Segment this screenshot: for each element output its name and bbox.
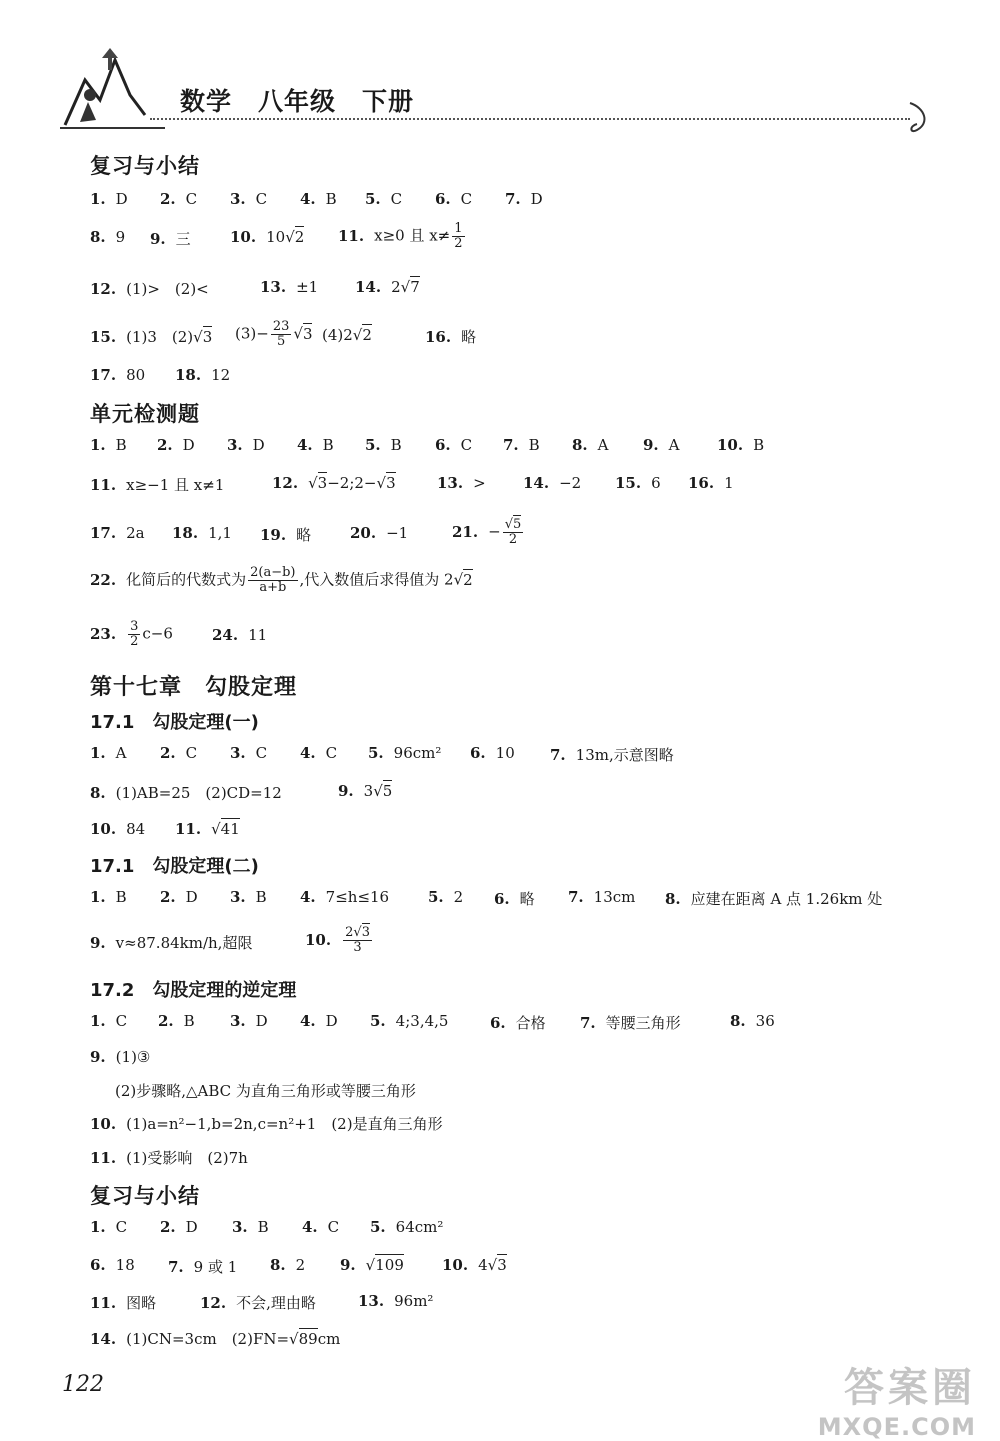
answer: B <box>183 1012 195 1030</box>
answer: cm <box>317 1330 341 1348</box>
answer: 6 <box>651 474 661 492</box>
question-number: 10. <box>305 930 332 949</box>
question-number: 10. <box>230 228 257 246</box>
radicand: 2 <box>294 228 305 246</box>
answer-row <box>90 744 940 774</box>
section-review-2-title: 复习与小结 <box>90 1184 200 1208</box>
question-number: 3. <box>232 1218 248 1236</box>
vine-curl-icon <box>905 98 935 138</box>
question-number: 4. <box>300 888 316 906</box>
answer: D <box>185 888 198 906</box>
answer: 2 <box>295 1256 306 1274</box>
answer: B <box>322 436 334 454</box>
answer: C <box>185 744 198 762</box>
question-number: 13. <box>260 278 287 296</box>
answer: 2 <box>453 888 464 906</box>
answer: C <box>325 744 338 762</box>
fraction: $\frac{1}{2}$ <box>454 221 463 251</box>
question-number: 1. <box>90 888 106 906</box>
answer-row <box>90 518 940 548</box>
question-number: 8. <box>665 890 681 908</box>
question-number: 12. <box>90 280 117 298</box>
answer: A <box>115 744 127 762</box>
answer: D <box>325 1012 338 1030</box>
question-number: 1. <box>90 436 106 454</box>
answer: 略 <box>296 526 312 544</box>
fraction: $\frac{2(a-b)}{a+b}$ <box>250 565 296 595</box>
question-number: 17. <box>90 366 117 384</box>
answer: 三 <box>175 230 191 248</box>
question-number: 4. <box>302 1218 318 1236</box>
question-number: 2. <box>160 744 176 762</box>
question-number: 6. <box>490 1014 506 1032</box>
question-number: 2. <box>160 1218 176 1236</box>
answer: x≥0 且 x≠ <box>374 226 451 245</box>
radicand: 7 <box>410 278 420 296</box>
question-number: 13. <box>358 1292 385 1310</box>
question-number: 7. <box>580 1014 596 1032</box>
answer: ,代入数值后求得值为 2 <box>299 570 454 589</box>
answer: B <box>390 436 402 454</box>
question-number: 11. <box>90 1149 117 1167</box>
answer: (1)> (2)< <box>126 280 209 298</box>
answer: (4)2 <box>322 326 353 344</box>
answer: A <box>668 436 680 454</box>
question-number: 20. <box>350 524 377 542</box>
question-number: 4. <box>300 744 316 762</box>
answer: − <box>488 522 501 541</box>
answer: 2 <box>391 278 401 296</box>
section-17-1-part2-title: 17.1 勾股定理(二) <box>90 856 259 877</box>
question-number: 15. <box>90 328 117 346</box>
answer: 36 <box>755 1012 775 1030</box>
radicand: 3 <box>202 328 213 346</box>
answer: (1)3 (2) <box>126 328 194 346</box>
answer: 84 <box>126 820 146 838</box>
answer: D <box>252 436 265 454</box>
answer: 1 <box>724 474 734 492</box>
question-number: 5. <box>370 1012 386 1030</box>
question-number: 5. <box>365 436 381 454</box>
answer: (1)AB=25 (2)CD=12 <box>115 784 282 802</box>
question-number: 6. <box>494 890 510 908</box>
answer: C <box>115 1012 128 1030</box>
answer: 64cm² <box>395 1218 444 1236</box>
answer: 80 <box>126 366 146 384</box>
answer-row: 11. x≥−1 且 x≠1 12. √3−2;2−√3 13. > 14. −2 15. 6 16. 1 <box>90 474 734 494</box>
question-number: 12. <box>200 1294 227 1312</box>
answer-row <box>115 1080 940 1110</box>
question-number: 24. <box>212 626 239 644</box>
answer: D <box>185 1218 198 1236</box>
question-number: 4. <box>297 436 313 454</box>
question-number: 5. <box>370 1218 386 1236</box>
answer-row: 8. 9 9. 三 10. 10√2 11. x≥0 且 x≠ $\frac{1}{2}$ <box>90 221 463 251</box>
question-number: 9. <box>90 934 106 952</box>
answer: 13cm <box>593 888 636 906</box>
answer: C <box>390 190 403 208</box>
answer: > <box>473 474 486 492</box>
answer: B <box>753 436 765 454</box>
page-title: 数学 八年级 下册 <box>180 87 415 116</box>
radicand: 41 <box>220 820 240 838</box>
fraction: $\frac{√5}{2}$ <box>504 517 522 547</box>
question-number: 8. <box>90 228 106 246</box>
answer: B <box>115 436 127 454</box>
answer: 应建在距离 A 点 1.26km 处 <box>690 890 883 908</box>
answer: 2a <box>126 524 145 542</box>
answer: 13m,示意图略 <box>575 746 674 764</box>
answer: D <box>530 190 543 208</box>
answer-row: 12. (1)> (2)< 13. ±1 14. 2√7 <box>90 278 420 298</box>
question-number: 2. <box>157 436 173 454</box>
question-number: 6. <box>90 1256 106 1274</box>
answer: 96m² <box>394 1292 434 1310</box>
question-number: 6. <box>435 190 451 208</box>
answer-row <box>90 190 940 220</box>
answer: −2 <box>559 474 582 492</box>
watermark <box>818 1356 976 1441</box>
answer-row <box>90 436 940 466</box>
answer-row <box>90 1292 940 1322</box>
question-number: 2. <box>160 888 176 906</box>
question-number: 9. <box>90 1048 106 1066</box>
question-number: 16. <box>688 474 715 492</box>
question-number: 7. <box>168 1258 184 1276</box>
question-number: 8. <box>572 436 588 454</box>
question-number: 7. <box>505 190 521 208</box>
answer-row <box>90 620 940 650</box>
answer: D <box>115 190 128 208</box>
question-number: 9. <box>338 782 354 800</box>
question-number: 3. <box>230 190 246 208</box>
answer: B <box>528 436 540 454</box>
answer: B <box>115 888 127 906</box>
question-number: 16. <box>425 328 452 346</box>
question-number: 11. <box>338 226 365 245</box>
answer: 9 或 1 <box>193 1258 238 1276</box>
question-number: 1. <box>90 1218 106 1236</box>
answer-row: 10. 84 11. √41 <box>90 820 240 838</box>
answer: C <box>115 1218 128 1236</box>
question-number: 10. <box>90 820 117 838</box>
question-number: 14. <box>355 278 382 296</box>
page-number: 122 <box>62 1372 104 1397</box>
fraction: $\frac{2√3}{3}$ <box>345 925 370 955</box>
question-number: 1. <box>90 190 106 208</box>
answer: 11 <box>248 626 268 644</box>
question-number: 2. <box>158 1012 174 1030</box>
question-number: 9. <box>643 436 659 454</box>
question-number: 10. <box>90 1115 117 1133</box>
radicand: 3 <box>317 474 328 492</box>
section-unit-test-title: 单元检测题 <box>90 402 200 426</box>
answer: 不会,理由略 <box>236 1294 316 1312</box>
question-number: 7. <box>568 888 584 906</box>
question-number: 17. <box>90 524 117 542</box>
answer: x≥−1 且 x≠1 <box>126 476 225 494</box>
fraction: $\frac{3}{2}$ <box>130 619 139 649</box>
answer-row <box>90 1012 940 1042</box>
section-review-1-title: 复习与小结 <box>90 154 200 178</box>
answer: 1,1 <box>208 524 232 542</box>
answer-row: 6. 18 7. 9 或 1 8. 2 9. √109 10. 4√3 <box>90 1256 507 1276</box>
radicand: 2 <box>362 326 372 344</box>
answer-row: 15. (1)3 (2)√3 (3)− $\frac{23}{5}$ √3 (4)2√2 16. 略 <box>90 319 477 349</box>
radicand: 89 <box>298 1330 318 1348</box>
question-number: 3. <box>230 1012 246 1030</box>
answer: (2)步骤略,△ABC 为直角三角形或等腰三角形 <box>115 1082 416 1100</box>
answer: (3)− <box>235 324 269 343</box>
answer: −2;2− <box>327 474 377 492</box>
question-number: 7. <box>550 746 566 764</box>
section-17-1-part1-title: 17.1 勾股定理(一) <box>90 712 259 733</box>
answer: 9 <box>115 228 126 246</box>
answer: c−6 <box>142 624 173 643</box>
answer-row: 22. 化简后的代数式为 $\frac{2(a-b)}{a+b}$ ,代入数值后求得值为 2√2 <box>90 565 473 595</box>
answer: −1 <box>386 524 409 542</box>
answer: ±1 <box>296 278 319 296</box>
answer: 图略 <box>126 1294 157 1312</box>
answer-row <box>90 366 940 396</box>
answer: v≈87.84km/h,超限 <box>115 934 253 952</box>
chapter-title: 第十七章 勾股定理 <box>90 675 298 700</box>
question-number: 15. <box>615 474 642 492</box>
answer-row <box>90 1113 940 1143</box>
question-number: 5. <box>428 888 444 906</box>
question-number: 5. <box>368 744 384 762</box>
question-number: 8. <box>270 1256 286 1274</box>
answer: 略 <box>461 328 477 346</box>
question-number: 3. <box>230 744 246 762</box>
question-number: 8. <box>730 1012 746 1030</box>
question-number: 11. <box>175 820 202 838</box>
section-17-2-title: 17.2 勾股定理的逆定理 <box>90 980 297 1001</box>
question-number: 4. <box>300 190 316 208</box>
answer: 合格 <box>515 1014 546 1032</box>
question-number: 10. <box>442 1256 469 1274</box>
question-number: 5. <box>365 190 381 208</box>
answer: 化简后的代数式为 <box>126 570 247 589</box>
answer: B <box>325 190 337 208</box>
answer: 96cm² <box>393 744 442 762</box>
question-number: 9. <box>340 1256 356 1274</box>
question-number: 22. <box>90 570 117 589</box>
answer: 略 <box>519 890 535 908</box>
question-number: 21. <box>452 522 479 541</box>
question-number: 6. <box>435 436 451 454</box>
watermark-url: MXQE.COM <box>817 1413 976 1441</box>
answer-row <box>90 1048 940 1078</box>
answer: C <box>460 190 473 208</box>
answer: (1)a=n²−1,b=2n,c=n²+1 (2)是直角三角形 <box>126 1115 443 1133</box>
page-header <box>60 40 935 140</box>
answer: 4;3,4,5 <box>395 1012 449 1030</box>
question-number: 11. <box>90 476 117 494</box>
question-number: 18. <box>172 524 199 542</box>
answer: 7≤h≤16 <box>325 888 390 906</box>
answer-row <box>90 1218 940 1248</box>
answer: 18 <box>115 1256 135 1274</box>
answer: (1)CN=3cm (2)FN= <box>126 1330 290 1348</box>
watermark-logo-text: 答案圈 <box>844 1365 976 1411</box>
answer: (1)③ <box>115 1048 151 1066</box>
radicand: 3 <box>497 1256 507 1274</box>
question-number: 8. <box>90 784 106 802</box>
answer: 10 <box>495 744 515 762</box>
answer-row <box>90 1147 940 1177</box>
fraction: $\frac{23}{5}$ <box>272 319 290 349</box>
question-number: 19. <box>260 526 287 544</box>
answer-row <box>90 926 940 956</box>
question-number: 12. <box>272 474 299 492</box>
question-number: 6. <box>470 744 486 762</box>
answer: B <box>257 1218 269 1236</box>
question-number: 3. <box>230 888 246 906</box>
question-number: 4. <box>300 1012 316 1030</box>
answer: 等腰三角形 <box>605 1014 681 1032</box>
answer: D <box>182 436 195 454</box>
answer: C <box>460 436 473 454</box>
question-number: 1. <box>90 1012 106 1030</box>
answer: C <box>185 190 198 208</box>
question-number: 10. <box>717 436 744 454</box>
question-number: 2. <box>160 190 176 208</box>
header-divider <box>150 118 910 120</box>
answer: C <box>255 744 268 762</box>
answer: C <box>327 1218 340 1236</box>
question-number: 23. <box>90 624 117 643</box>
radicand: 3 <box>386 474 396 492</box>
radicand: 5 <box>382 782 393 800</box>
answer: 3 <box>363 782 374 800</box>
question-number: 7. <box>503 436 519 454</box>
answer: (1)受影响 (2)7h <box>126 1149 248 1167</box>
question-number: 11. <box>90 1294 117 1312</box>
question-number: 14. <box>523 474 550 492</box>
question-number: 9. <box>150 230 166 248</box>
question-number: 13. <box>437 474 464 492</box>
answer-row: 8. (1)AB=25 (2)CD=12 9. 3√5 <box>90 782 393 802</box>
mountain-climber-logo-icon <box>60 40 170 135</box>
radicand: 109 <box>375 1256 404 1274</box>
answer: B <box>255 888 267 906</box>
question-number: 1. <box>90 744 106 762</box>
answer: D <box>255 1012 268 1030</box>
question-number: 3. <box>227 436 243 454</box>
answer: C <box>255 190 268 208</box>
radicand: 2 <box>463 570 473 589</box>
question-number: 18. <box>175 366 202 384</box>
question-number: 14. <box>90 1330 117 1348</box>
answer-row: 14. (1)CN=3cm (2)FN=√89cm <box>90 1330 341 1348</box>
radicand: 3 <box>302 324 313 343</box>
answer: 10 <box>266 228 286 246</box>
answer: A <box>597 436 609 454</box>
answer: 12 <box>211 366 231 384</box>
answer: 4 <box>478 1256 488 1274</box>
answer-row <box>90 888 940 918</box>
